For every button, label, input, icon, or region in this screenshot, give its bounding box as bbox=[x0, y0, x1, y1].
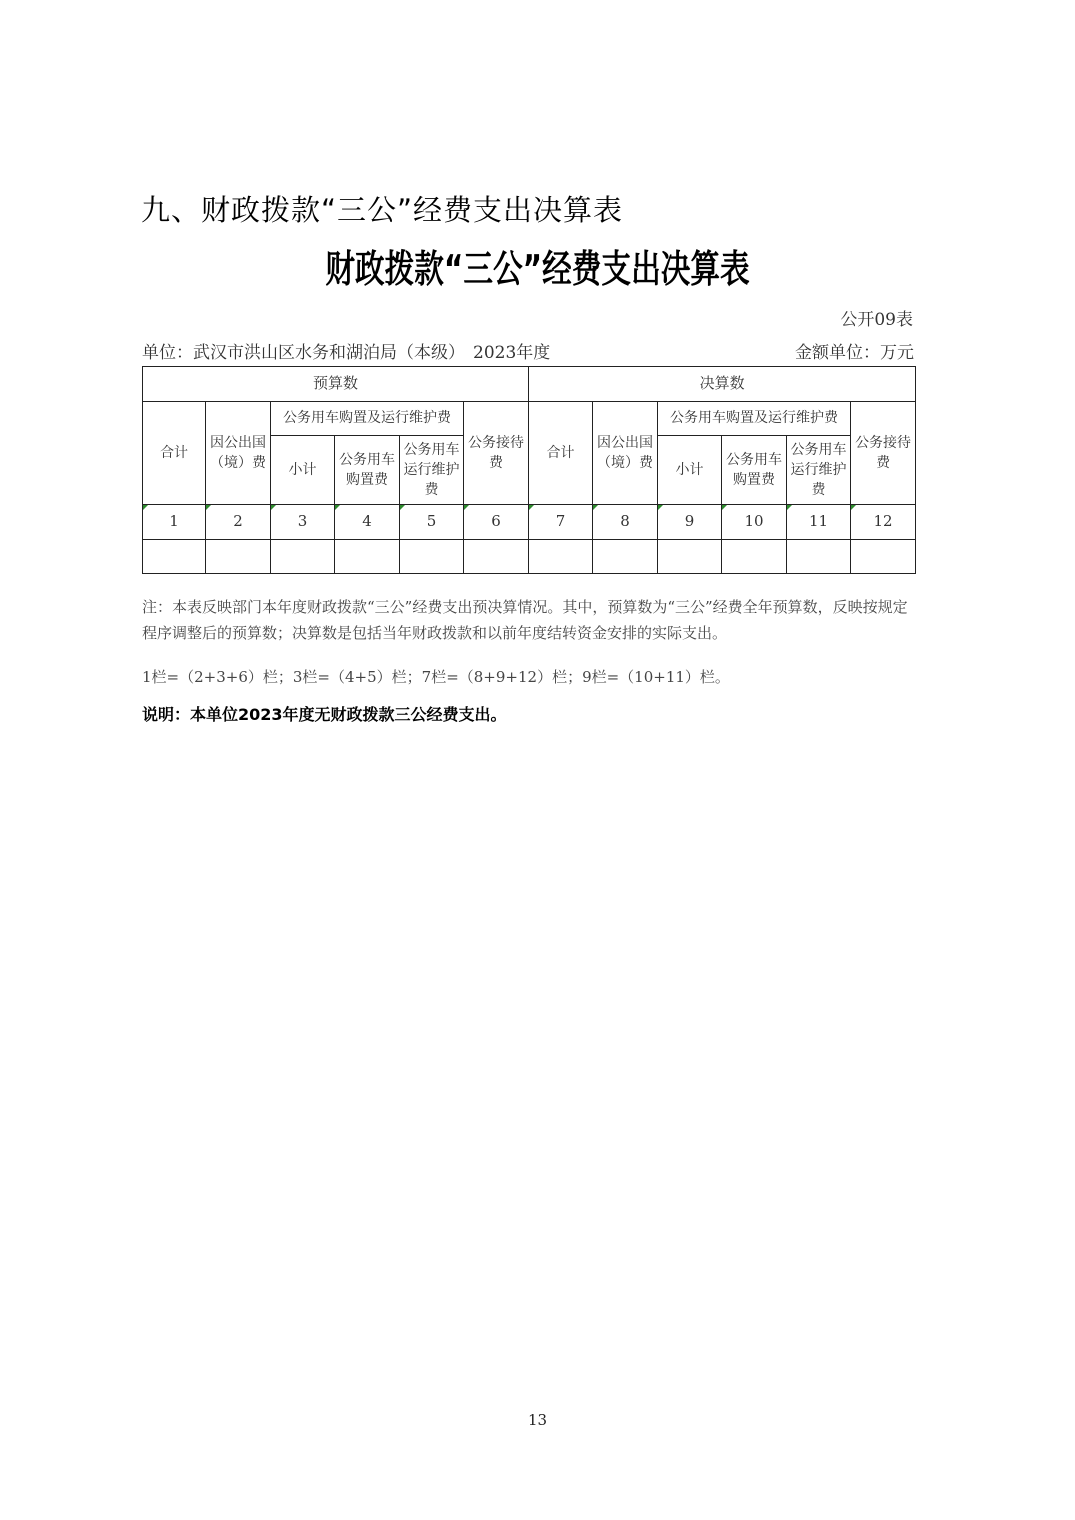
data-cell bbox=[335, 540, 400, 574]
budget-total-header: 合计 bbox=[143, 402, 206, 505]
data-cell bbox=[206, 540, 271, 574]
budget-subtotal-header: 小计 bbox=[271, 436, 335, 505]
budget-vehicle-operation-header: 公务用车运行维护费 bbox=[400, 436, 464, 505]
column-number-cell: 10 bbox=[722, 505, 787, 540]
column-number-cell: 3 bbox=[271, 505, 335, 540]
form-code: 公开09表 bbox=[840, 310, 913, 330]
final-vehicle-group-header: 公务用车购置及运行维护费 bbox=[658, 402, 851, 436]
final-group-header: 决算数 bbox=[529, 367, 916, 402]
final-vehicle-purchase-header: 公务用车购置费 bbox=[722, 436, 787, 505]
data-cell bbox=[400, 540, 464, 574]
page-number: 13 bbox=[527, 1411, 548, 1429]
data-cell bbox=[851, 540, 916, 574]
data-cell bbox=[658, 540, 722, 574]
column-number-cell: 8 bbox=[593, 505, 658, 540]
data-cell bbox=[143, 540, 206, 574]
table-footnote: 注：本表反映部门本年度财政拨款“三公”经费支出预决算情况。其中，预算数为“三公”经费全年预算数，反映按规定程序调整后的预算数；决算数是包括当年财政拨款和以前年度结转资金安排的实际支出。 bbox=[142, 598, 908, 643]
explanation-note: 说明：本单位2023年度无财政拨款三公经费支出。 bbox=[142, 705, 507, 724]
table-meta-row bbox=[142, 338, 914, 364]
column-number-cell: 7 bbox=[529, 505, 593, 540]
final-subtotal-header: 小计 bbox=[658, 436, 722, 505]
currency-unit-label: 金额单位：万元 bbox=[795, 343, 914, 363]
data-cell bbox=[464, 540, 529, 574]
table-header-row bbox=[143, 367, 916, 402]
section-heading: 九、财政拨款“三公”经费支出决算表 bbox=[141, 193, 624, 227]
budget-vehicle-group-header: 公务用车购置及运行维护费 bbox=[271, 402, 464, 436]
column-number-cell: 9 bbox=[658, 505, 722, 540]
budget-group-header: 预算数 bbox=[143, 367, 529, 402]
table-header-row bbox=[143, 402, 916, 436]
column-number-cell: 11 bbox=[787, 505, 851, 540]
column-number-cell: 4 bbox=[335, 505, 400, 540]
budget-abroad-header: 因公出国（境）费 bbox=[206, 402, 271, 505]
column-number-cell: 1 bbox=[143, 505, 206, 540]
final-reception-header: 公务接待费 bbox=[851, 402, 916, 505]
final-vehicle-operation-header: 公务用车运行维护费 bbox=[787, 436, 851, 505]
column-number-cell: 12 bbox=[851, 505, 916, 540]
unit-label: 单位：武汉市洪山区水务和湖泊局（本级） bbox=[142, 343, 465, 363]
data-cell bbox=[722, 540, 787, 574]
budget-vehicle-purchase-header: 公务用车购置费 bbox=[335, 436, 400, 505]
column-number-cell: 2 bbox=[206, 505, 271, 540]
data-cell bbox=[271, 540, 335, 574]
column-number-cell: 5 bbox=[400, 505, 464, 540]
data-cell bbox=[529, 540, 593, 574]
three-public-expenses-table bbox=[142, 366, 916, 574]
year-label: 2023年度 bbox=[473, 343, 551, 363]
table-title: 财政拨款“三公”经费支出决算表 bbox=[325, 247, 750, 291]
column-number-row bbox=[143, 505, 916, 540]
final-total-header: 合计 bbox=[529, 402, 593, 505]
column-formula-note: 1栏=（2+3+6）栏；3栏=（4+5）栏；7栏=（8+9+12）栏；9栏=（10+11）栏。 bbox=[142, 668, 730, 686]
data-cell bbox=[593, 540, 658, 574]
table-row bbox=[143, 540, 916, 574]
column-number-cell: 6 bbox=[464, 505, 529, 540]
data-cell bbox=[787, 540, 851, 574]
budget-reception-header: 公务接待费 bbox=[464, 402, 529, 505]
final-abroad-header: 因公出国（境）费 bbox=[593, 402, 658, 505]
